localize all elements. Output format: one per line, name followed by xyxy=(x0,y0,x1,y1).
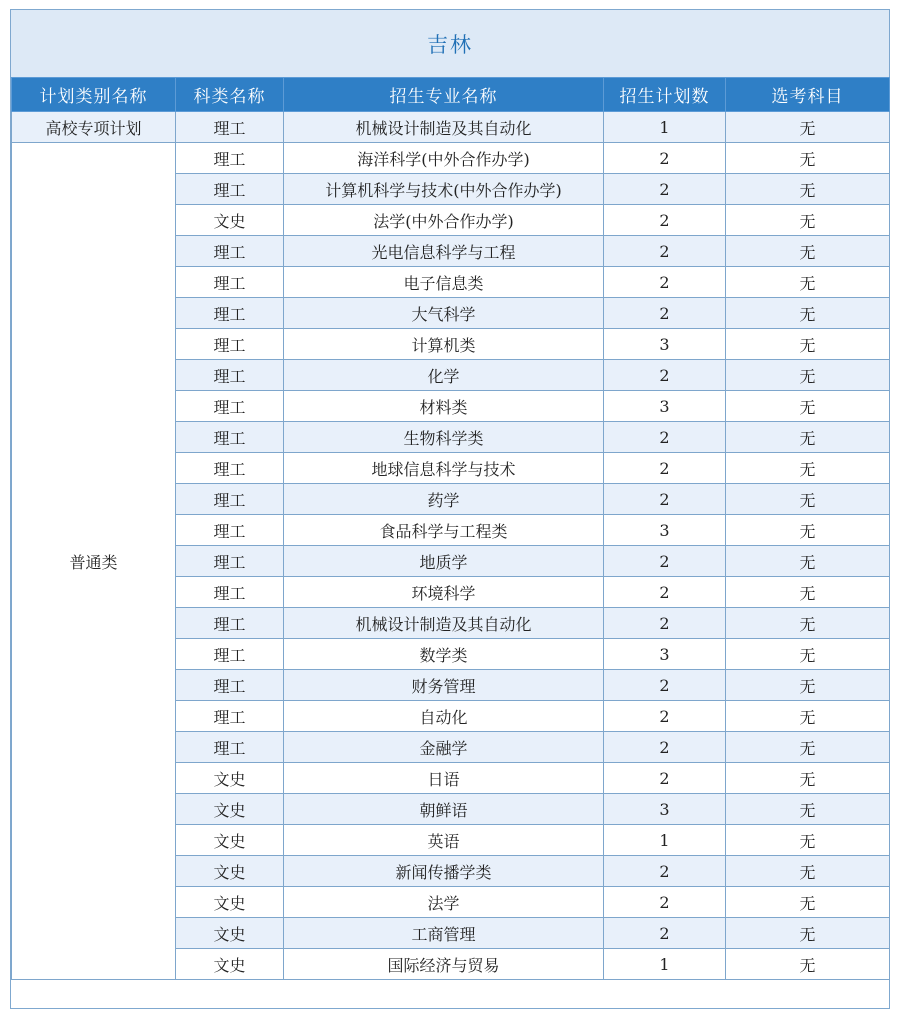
plan-count-cell: 2 xyxy=(604,298,726,329)
elective-subject-cell: 无 xyxy=(726,174,890,205)
plan-count-cell: 2 xyxy=(604,577,726,608)
plan-count-cell: 1 xyxy=(604,112,726,143)
major-name-cell: 法学(中外合作办学) xyxy=(284,205,604,236)
elective-subject-cell: 无 xyxy=(726,453,890,484)
subject-type-cell: 理工 xyxy=(176,298,284,329)
subject-type-cell: 理工 xyxy=(176,236,284,267)
elective-subject-cell: 无 xyxy=(726,329,890,360)
major-name-cell: 计算机科学与技术(中外合作办学) xyxy=(284,174,604,205)
plan-category-cell: 普通类 xyxy=(12,143,176,980)
subject-type-cell: 理工 xyxy=(176,174,284,205)
plan-count-cell: 2 xyxy=(604,143,726,174)
plan-count-cell: 3 xyxy=(604,639,726,670)
subject-type-cell: 理工 xyxy=(176,546,284,577)
header-elective-subject: 选考科目 xyxy=(726,78,890,112)
elective-subject-cell: 无 xyxy=(726,670,890,701)
subject-type-cell: 文史 xyxy=(176,887,284,918)
major-name-cell: 药学 xyxy=(284,484,604,515)
subject-type-cell: 文史 xyxy=(176,205,284,236)
elective-subject-cell: 无 xyxy=(726,546,890,577)
elective-subject-cell: 无 xyxy=(726,887,890,918)
plan-count-cell: 1 xyxy=(604,949,726,980)
major-name-cell: 自动化 xyxy=(284,701,604,732)
plan-count-cell: 2 xyxy=(604,205,726,236)
plan-count-cell: 2 xyxy=(604,267,726,298)
header-major-name: 招生专业名称 xyxy=(284,78,604,112)
major-name-cell: 金融学 xyxy=(284,732,604,763)
subject-type-cell: 文史 xyxy=(176,763,284,794)
subject-type-cell: 理工 xyxy=(176,608,284,639)
plan-table-frame xyxy=(10,9,890,1009)
elective-subject-cell: 无 xyxy=(726,577,890,608)
major-name-cell: 地球信息科学与技术 xyxy=(284,453,604,484)
subject-type-cell: 理工 xyxy=(176,732,284,763)
subject-type-cell: 理工 xyxy=(176,267,284,298)
major-name-cell: 环境科学 xyxy=(284,577,604,608)
subject-type-cell: 文史 xyxy=(176,856,284,887)
header-plan-count: 招生计划数 xyxy=(604,78,726,112)
subject-type-cell: 文史 xyxy=(176,825,284,856)
major-name-cell: 工商管理 xyxy=(284,918,604,949)
elective-subject-cell: 无 xyxy=(726,608,890,639)
header-plan-category: 计划类别名称 xyxy=(12,78,176,112)
major-name-cell: 法学 xyxy=(284,887,604,918)
plan-count-cell: 3 xyxy=(604,391,726,422)
elective-subject-cell: 无 xyxy=(726,639,890,670)
subject-type-cell: 理工 xyxy=(176,484,284,515)
elective-subject-cell: 无 xyxy=(726,205,890,236)
plan-count-cell: 3 xyxy=(604,329,726,360)
elective-subject-cell: 无 xyxy=(726,763,890,794)
major-name-cell: 机械设计制造及其自动化 xyxy=(284,112,604,143)
major-name-cell: 英语 xyxy=(284,825,604,856)
subject-type-cell: 理工 xyxy=(176,701,284,732)
plan-count-cell: 2 xyxy=(604,887,726,918)
plan-count-cell: 2 xyxy=(604,732,726,763)
major-name-cell: 财务管理 xyxy=(284,670,604,701)
elective-subject-cell: 无 xyxy=(726,143,890,174)
subject-type-cell: 理工 xyxy=(176,329,284,360)
plan-count-cell: 2 xyxy=(604,453,726,484)
elective-subject-cell: 无 xyxy=(726,298,890,329)
elective-subject-cell: 无 xyxy=(726,391,890,422)
major-name-cell: 数学类 xyxy=(284,639,604,670)
header-row xyxy=(12,78,890,112)
subject-type-cell: 文史 xyxy=(176,949,284,980)
major-name-cell: 材料类 xyxy=(284,391,604,422)
elective-subject-cell: 无 xyxy=(726,701,890,732)
plan-count-cell: 2 xyxy=(604,670,726,701)
major-name-cell: 地质学 xyxy=(284,546,604,577)
plan-count-cell: 2 xyxy=(604,608,726,639)
elective-subject-cell: 无 xyxy=(726,236,890,267)
elective-subject-cell: 无 xyxy=(726,794,890,825)
major-name-cell: 生物科学类 xyxy=(284,422,604,453)
subject-type-cell: 理工 xyxy=(176,515,284,546)
subject-type-cell: 理工 xyxy=(176,670,284,701)
plan-count-cell: 2 xyxy=(604,174,726,205)
major-name-cell: 食品科学与工程类 xyxy=(284,515,604,546)
subject-type-cell: 理工 xyxy=(176,422,284,453)
subject-type-cell: 理工 xyxy=(176,453,284,484)
elective-subject-cell: 无 xyxy=(726,422,890,453)
elective-subject-cell: 无 xyxy=(726,949,890,980)
major-name-cell: 日语 xyxy=(284,763,604,794)
plan-category-cell: 高校专项计划 xyxy=(12,112,176,143)
plan-count-cell: 2 xyxy=(604,918,726,949)
header-subject-type: 科类名称 xyxy=(176,78,284,112)
plan-count-cell: 3 xyxy=(604,794,726,825)
plan-count-cell: 2 xyxy=(604,484,726,515)
subject-type-cell: 理工 xyxy=(176,112,284,143)
plan-count-cell: 1 xyxy=(604,825,726,856)
major-name-cell: 光电信息科学与工程 xyxy=(284,236,604,267)
subject-type-cell: 理工 xyxy=(176,391,284,422)
elective-subject-cell: 无 xyxy=(726,918,890,949)
subject-type-cell: 理工 xyxy=(176,360,284,391)
subject-type-cell: 文史 xyxy=(176,918,284,949)
elective-subject-cell: 无 xyxy=(726,360,890,391)
elective-subject-cell: 无 xyxy=(726,856,890,887)
plan-count-cell: 2 xyxy=(604,546,726,577)
plan-count-cell: 2 xyxy=(604,236,726,267)
table-title: 吉林 xyxy=(11,10,889,77)
major-name-cell: 国际经济与贸易 xyxy=(284,949,604,980)
enrollment-plan-table xyxy=(11,77,890,980)
plan-count-cell: 2 xyxy=(604,360,726,391)
major-name-cell: 新闻传播学类 xyxy=(284,856,604,887)
elective-subject-cell: 无 xyxy=(726,515,890,546)
elective-subject-cell: 无 xyxy=(726,112,890,143)
elective-subject-cell: 无 xyxy=(726,267,890,298)
elective-subject-cell: 无 xyxy=(726,825,890,856)
major-name-cell: 机械设计制造及其自动化 xyxy=(284,608,604,639)
plan-count-cell: 3 xyxy=(604,515,726,546)
major-name-cell: 大气科学 xyxy=(284,298,604,329)
plan-count-cell: 2 xyxy=(604,422,726,453)
table-row xyxy=(12,143,890,174)
major-name-cell: 计算机类 xyxy=(284,329,604,360)
elective-subject-cell: 无 xyxy=(726,484,890,515)
plan-count-cell: 2 xyxy=(604,763,726,794)
major-name-cell: 电子信息类 xyxy=(284,267,604,298)
plan-count-cell: 2 xyxy=(604,856,726,887)
subject-type-cell: 文史 xyxy=(176,794,284,825)
major-name-cell: 海洋科学(中外合作办学) xyxy=(284,143,604,174)
table-row xyxy=(12,112,890,143)
subject-type-cell: 理工 xyxy=(176,639,284,670)
plan-count-cell: 2 xyxy=(604,701,726,732)
major-name-cell: 朝鲜语 xyxy=(284,794,604,825)
subject-type-cell: 理工 xyxy=(176,143,284,174)
elective-subject-cell: 无 xyxy=(726,732,890,763)
subject-type-cell: 理工 xyxy=(176,577,284,608)
major-name-cell: 化学 xyxy=(284,360,604,391)
